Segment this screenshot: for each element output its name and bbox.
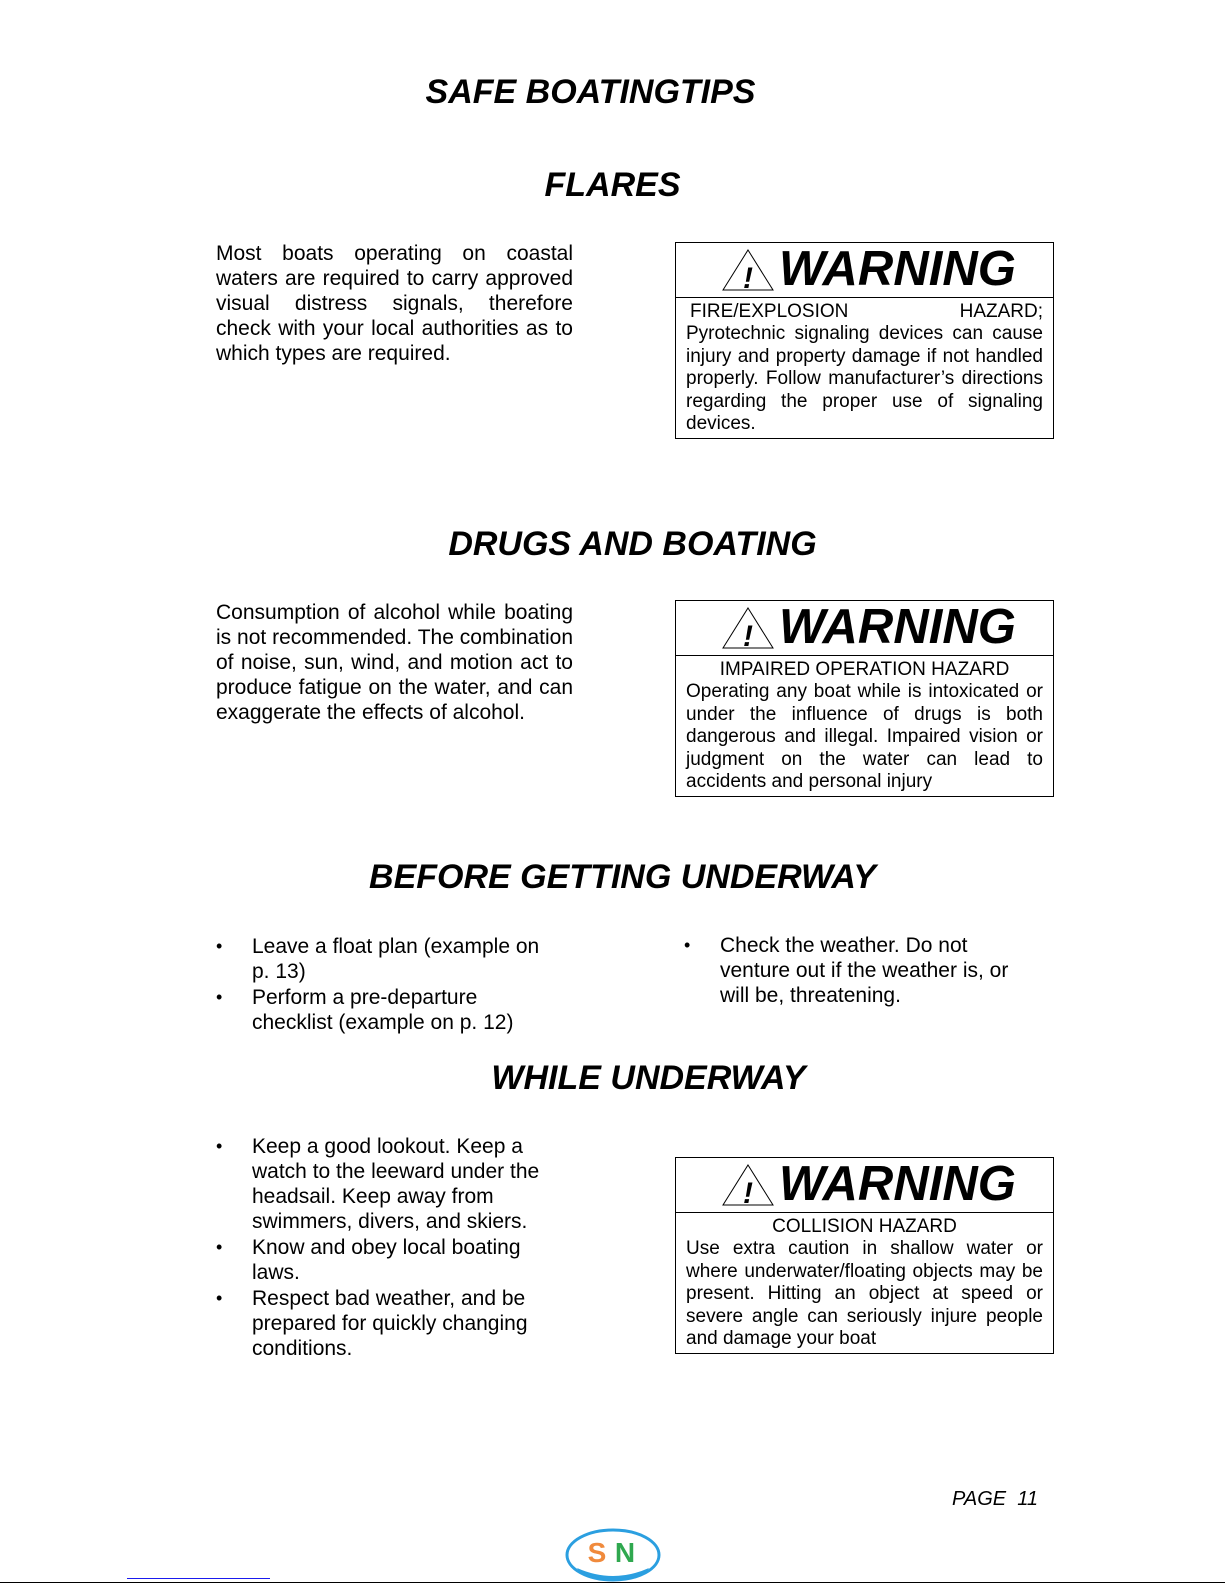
warning-triangle-icon bbox=[721, 606, 775, 650]
warning-label: WARNING bbox=[779, 600, 1016, 654]
page-title: SAFE BOATINGTIPS bbox=[425, 73, 756, 111]
warning-title: FIRE/EXPLOSION HAZARD; bbox=[690, 301, 1043, 322]
list-item: • Keep a good lookout. Keep a watch to the leeward under the headsail. Keep away from swimmers, divers, and skiers. bbox=[216, 1135, 540, 1233]
warning-body: Operating any boat while is intoxicated or under the influence of drugs is both dangerous and illegal. Impaired vision or judgment on the water can lead to accidents and personal injury bbox=[686, 681, 1043, 792]
section-heading-before: BEFORE GETTING UNDERWAY bbox=[369, 858, 876, 896]
flares-paragraph: Most boats operating on coastal waters are required to carry approved visual distress signals, therefore check with your local authorities as to which types are required. bbox=[216, 242, 573, 365]
logo-letter-n: N bbox=[614, 1537, 636, 1568]
footer-rule bbox=[0, 1582, 1225, 1583]
warning-triangle-icon bbox=[721, 248, 775, 292]
svg-text:!: ! bbox=[743, 262, 753, 292]
svg-text:!: ! bbox=[743, 1177, 753, 1207]
warning-header bbox=[676, 243, 1053, 298]
warning-box-fire bbox=[675, 242, 1054, 439]
warning-box-impaired bbox=[675, 600, 1054, 797]
bullet-icon: • bbox=[216, 987, 223, 1007]
warning-title: IMPAIRED OPERATION HAZARD bbox=[719, 659, 1010, 680]
list-item: • Respect bad weather, and be prepared for quickly changing conditions. bbox=[216, 1287, 528, 1360]
warning-box-collision bbox=[675, 1157, 1054, 1354]
drugs-paragraph: Consumption of alcohol while boating is not recommended. The combination of noise, sun, wind, and motion act to produce fatigue on the water, and can exaggerate the effects of alcohol. bbox=[216, 601, 573, 724]
list-item: • Perform a pre-departure checklist (example on p. 12) bbox=[216, 986, 514, 1034]
svg-text:!: ! bbox=[743, 620, 753, 650]
brand-logo bbox=[563, 1528, 663, 1584]
warning-triangle-icon bbox=[721, 1163, 775, 1207]
page-number: PAGE 11 bbox=[952, 1488, 1038, 1510]
list-item: • Know and obey local boating laws. bbox=[216, 1236, 521, 1284]
footer-link-underline[interactable] bbox=[127, 1578, 270, 1579]
warning-header bbox=[676, 1158, 1053, 1213]
warning-label: WARNING bbox=[779, 242, 1016, 296]
warning-label: WARNING bbox=[779, 1157, 1016, 1211]
warning-body: Pyrotechnic signaling devices can cause injury and property damage if not handled properly. Follow manufacturer’s directions regarding the proper use of signaling devices. bbox=[686, 323, 1043, 434]
logo-letter-s: S bbox=[587, 1537, 607, 1568]
bullet-icon: • bbox=[216, 1136, 223, 1156]
bullet-icon: • bbox=[216, 1288, 223, 1308]
warning-header bbox=[676, 601, 1053, 656]
warning-title: COLLISION HAZARD bbox=[772, 1216, 957, 1237]
list-item: • Leave a float plan (example on p. 13) bbox=[216, 935, 540, 983]
before-bullets-right bbox=[684, 933, 1039, 1009]
warning-body: Use extra caution in shallow water or where underwater/floating objects may be present. Hitting an object at speed or severe angle can seriously injure people and damage your boat bbox=[686, 1238, 1043, 1349]
section-heading-drugs: DRUGS AND BOATING bbox=[448, 525, 817, 563]
before-bullets-left bbox=[216, 934, 556, 1036]
while-bullets bbox=[216, 1134, 556, 1362]
bullet-icon: • bbox=[684, 935, 691, 955]
list-item: • Check the weather. Do not venture out if the weather is, or will be, threatening. bbox=[684, 934, 1009, 1007]
bullet-icon: • bbox=[216, 1237, 223, 1257]
section-heading-flares: FLARES bbox=[544, 166, 681, 204]
section-heading-while: WHILE UNDERWAY bbox=[491, 1059, 806, 1097]
bullet-icon: • bbox=[216, 936, 223, 956]
